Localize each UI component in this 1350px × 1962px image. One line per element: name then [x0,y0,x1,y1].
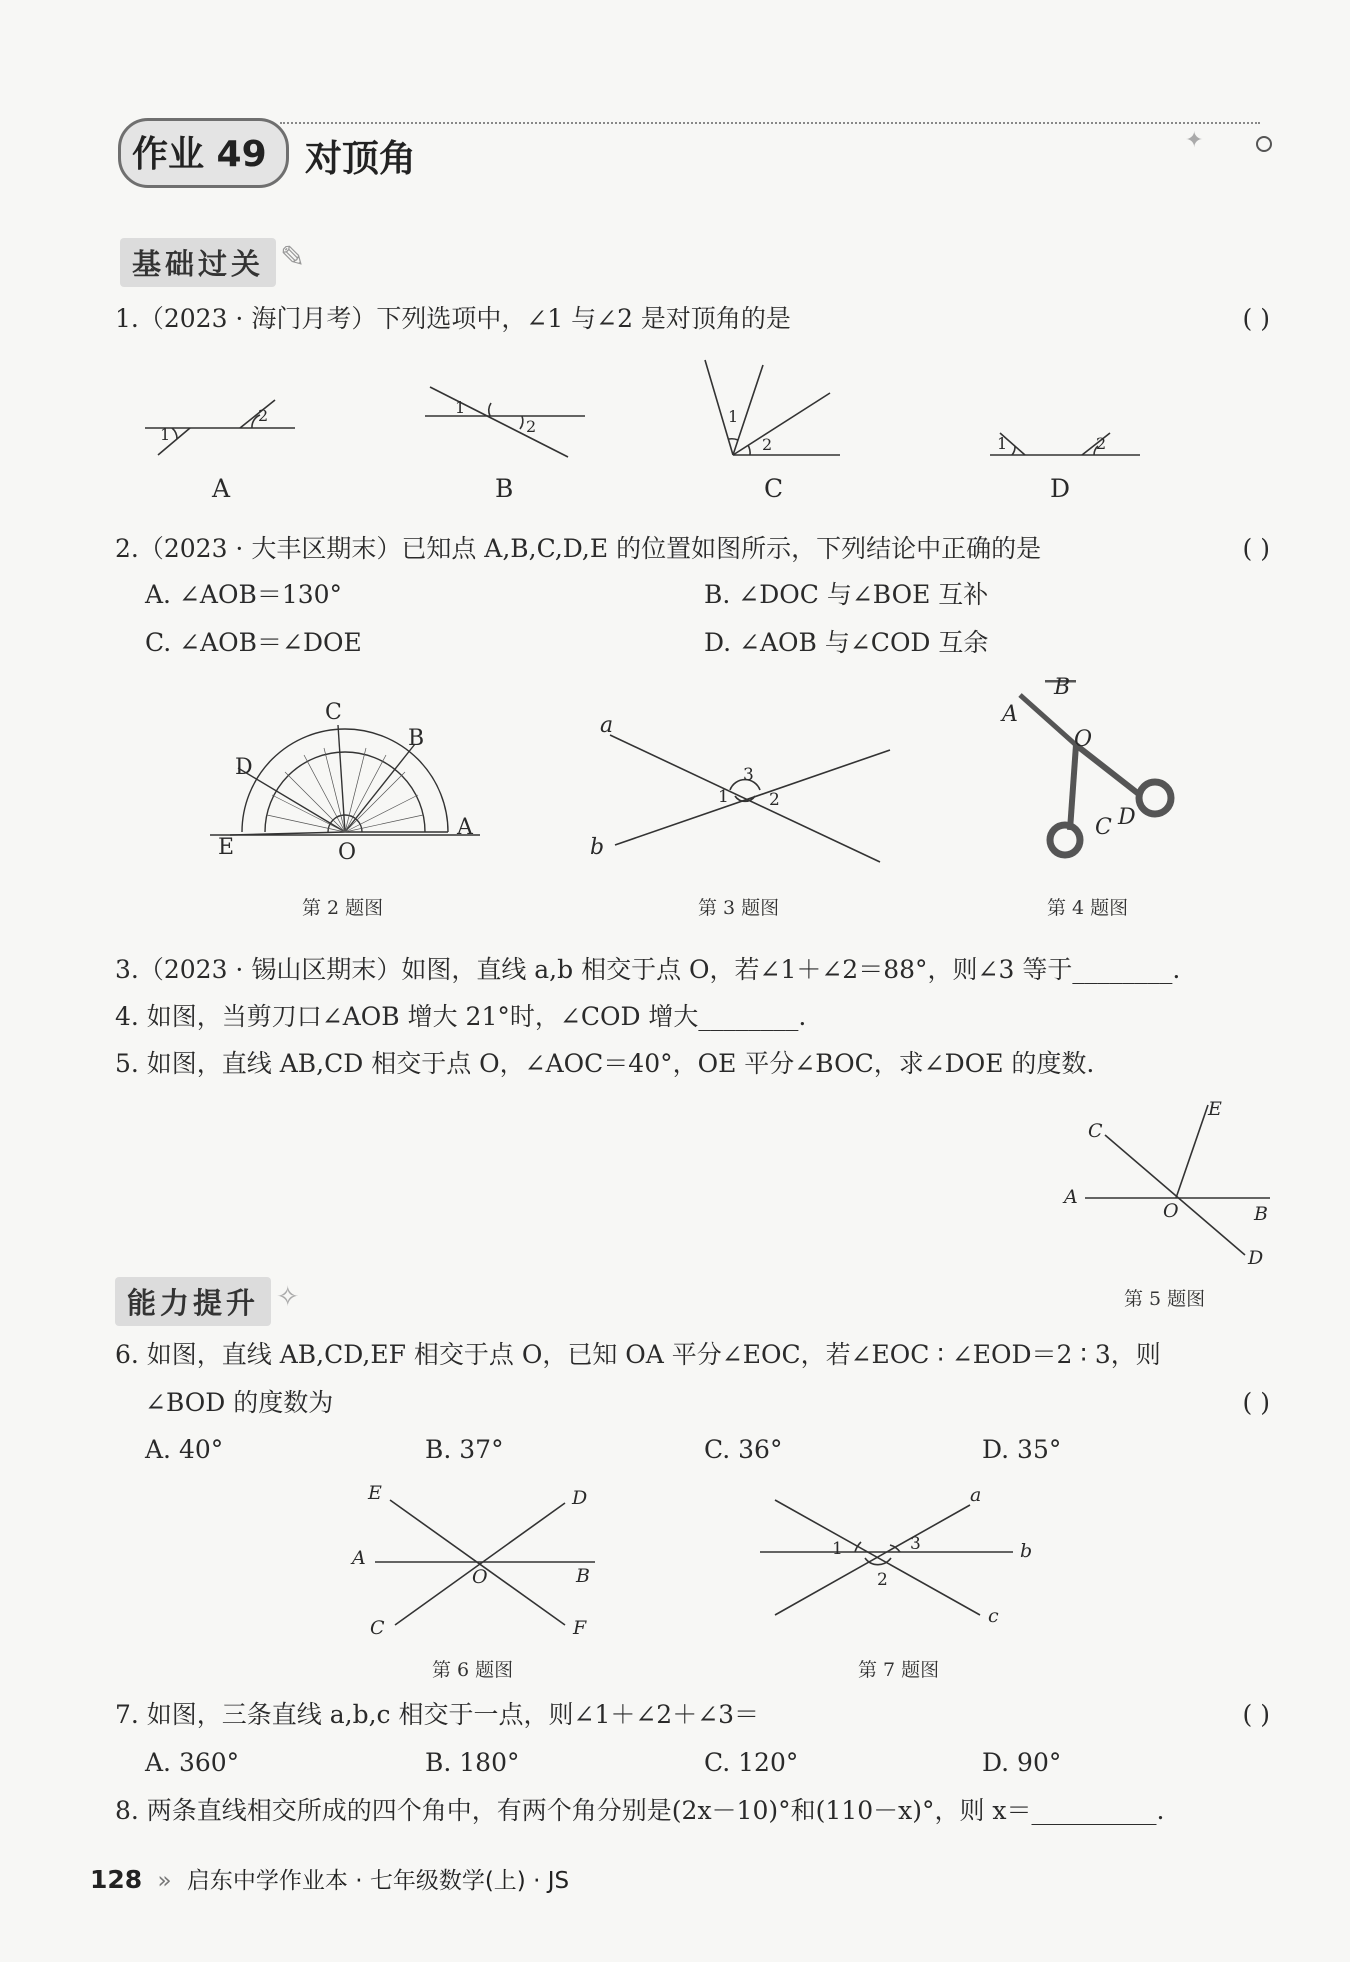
fig3-label-a: a [600,713,614,738]
fig6-label-o: O [472,1566,488,1588]
fig3-label-3: 3 [743,765,754,785]
fig7-label-a: a [970,1484,982,1506]
fig4-ring-d [1139,782,1171,814]
fig6-label-b: B [576,1565,590,1587]
fig5-line-CD [1105,1135,1245,1255]
fig6-caption: 第 6 题图 [432,1659,514,1681]
fig6-label-a: A [352,1547,366,1569]
q2-option-a: A. ∠AOB＝130° [145,580,343,609]
fig5-label-a: A [1064,1186,1078,1208]
fig4-ring-c [1050,825,1080,855]
fig7-label-3: 3 [910,1534,921,1554]
question-6-answer-paren: ( ) [1242,1388,1270,1417]
q1-option-d: D [1050,474,1071,503]
q2-option-c: C. ∠AOB＝∠DOE [145,628,362,657]
q1d-arc-1 [1012,446,1015,455]
q1d-label-1: 1 [997,434,1008,453]
fig4-handle-D [1076,745,1140,795]
q1c-arc-2 [748,445,750,455]
fig4-label-d: D [1118,805,1136,830]
page-title: 对顶角 [305,137,416,180]
fig6-label-d: D [572,1487,588,1509]
question-2: 2.（2023 · 大丰区期末）已知点 A,B,C,D,E 的位置如图所示，下列结论中正确的是 [115,534,1042,563]
q7-option-a: A. 360° [145,1748,240,1777]
sparkle-icon: ✧ [276,1280,300,1313]
q1b-label-2: 2 [526,417,537,436]
header-sparkle-icon: ✦ [1185,128,1204,153]
fig3-label-1: 1 [718,787,729,807]
fig2-label-c: C [325,700,342,725]
q7-option-b: B. 180° [425,1748,520,1777]
fig7-label-2: 2 [877,1570,888,1590]
fig2-protractor [200,700,490,860]
q7-option-c: C. 120° [704,1748,799,1777]
fig5-label-c: C [1088,1120,1103,1142]
fig6-label-f: F [573,1617,587,1639]
q6-option-c: C. 36° [704,1435,783,1464]
q2-option-b: B. ∠DOC 与∠BOE 互补 [704,580,989,609]
q6-option-a: A. 40° [145,1435,224,1464]
question-7: 7. 如图，三条直线 a,b,c 相交于一点，则∠1＋∠2＋∠3＝ [115,1700,760,1729]
q1b-arc-2 [520,416,523,429]
q1-option-b: B [495,474,514,503]
q1c-arc-1 [729,439,738,440]
question-1-answer-paren: ( ) [1242,304,1270,333]
q1a-arc-1 [172,428,177,439]
q1a-label-2: 2 [258,406,269,425]
q1-option-c: C [764,474,784,503]
q6-option-b: B. 37° [425,1435,504,1464]
q1c-label-1: 1 [728,407,739,426]
question-4: 4. 如图，当剪刀口∠AOB 增大 21°时，∠COD 增大________. [115,1002,807,1031]
question-3: 3.（2023 · 锡山区期末）如图，直线 a,b 相交于点 O，若∠1＋∠2＝88°，则∠3 等于________. [115,955,1181,984]
question-2-answer-paren: ( ) [1242,534,1270,563]
question-8: 8. 两条直线相交所成的四个角中，有两个角分别是(2x－10)°和(110－x)°，则 x＝__________. [115,1796,1165,1825]
fig3-intersecting-lines [590,710,900,870]
section-basic: 基础过关 [120,238,276,287]
q1b-line-2 [430,387,568,457]
fig4-scissors [1000,680,1200,870]
fig2-label-a: A [457,815,473,840]
fig7-caption: 第 7 题图 [858,1659,940,1681]
fig4-caption: 第 4 题图 [1047,897,1129,919]
header-tag: 作业 49 [132,134,267,175]
fig7-lines [755,1485,1025,1635]
fig7-label-c: c [988,1605,999,1627]
fig5-ray-OE [1176,1105,1208,1198]
q6-option-d: D. 35° [982,1435,1062,1464]
fig2-label-o: O [338,840,357,865]
page-number: 128 [90,1865,143,1894]
page-footer [90,1862,569,1895]
fig5-label-d: D [1248,1247,1264,1269]
fig4-label-o: O [1074,727,1093,752]
q2-option-d: D. ∠AOB 与∠COD 互余 [704,628,989,657]
fig3-label-2: 2 [769,790,780,810]
q1d-label-2: 2 [1096,434,1107,453]
fig2-label-e: E [218,835,235,860]
fig4-label-a: A [1002,702,1018,727]
q1-option-a: A [212,474,231,503]
fig6-lines [360,1485,600,1645]
fig2-label-b: B [408,726,425,751]
question-5: 5. 如图，直线 AB,CD 相交于点 O，∠AOC＝40°，OE 平分∠BOC，求∠DOE 的度数. [115,1049,1095,1078]
section-advanced: 能力提升 [115,1277,271,1326]
question-6-line-1: 6. 如图，直线 AB,CD,EF 相交于点 O，已知 OA 平分∠EOC，若∠EOC ∶ ∠EOD＝2 ∶ 3，则 [115,1340,1161,1369]
question-6-line-2: ∠BOD 的度数为 [145,1388,334,1417]
fig3-label-b: b [590,835,605,860]
fig3-line-a [610,735,880,862]
fig4-label-c: C [1095,815,1112,840]
q1b-label-1: 1 [455,398,466,417]
fig6-label-e: E [368,1482,382,1504]
q1c-label-2: 2 [762,435,773,454]
footer-book-title: 启东中学作业本 · 七年级数学(上) · JS [186,1868,570,1894]
fig6-label-c: C [370,1617,385,1639]
fig2-caption: 第 2 题图 [302,897,384,919]
footer-arrows: » [157,1868,172,1894]
q1-figures [130,345,1160,505]
fig4-label-b: B [1054,675,1071,700]
header-end-circle [1256,136,1272,152]
fig2-ray-OD [238,768,345,832]
fig5-label-e: E [1208,1098,1222,1120]
header-dotted-line [280,122,1260,124]
q1a-label-1: 1 [160,425,171,444]
fig5-label-b: B [1254,1203,1268,1225]
fig7-line-a [775,1505,970,1615]
fig5-caption: 第 5 题图 [1124,1288,1206,1310]
question-1: 1.（2023 · 海门月考）下列选项中，∠1 与∠2 是对顶角的是 [115,304,791,333]
pencil-icon: ✎ [280,240,306,275]
fig7-label-1: 1 [832,1539,843,1559]
fig7-label-b: b [1020,1540,1033,1562]
fig3-caption: 第 3 题图 [698,897,780,919]
question-7-answer-paren: ( ) [1242,1700,1270,1729]
fig5-label-o: O [1163,1200,1179,1222]
fig4-handle-C [1070,745,1076,830]
q1b-arc-1 [489,403,491,416]
q7-option-d: D. 90° [982,1748,1062,1777]
fig4-blade-OA [1020,695,1076,745]
fig2-label-d: D [235,755,253,780]
